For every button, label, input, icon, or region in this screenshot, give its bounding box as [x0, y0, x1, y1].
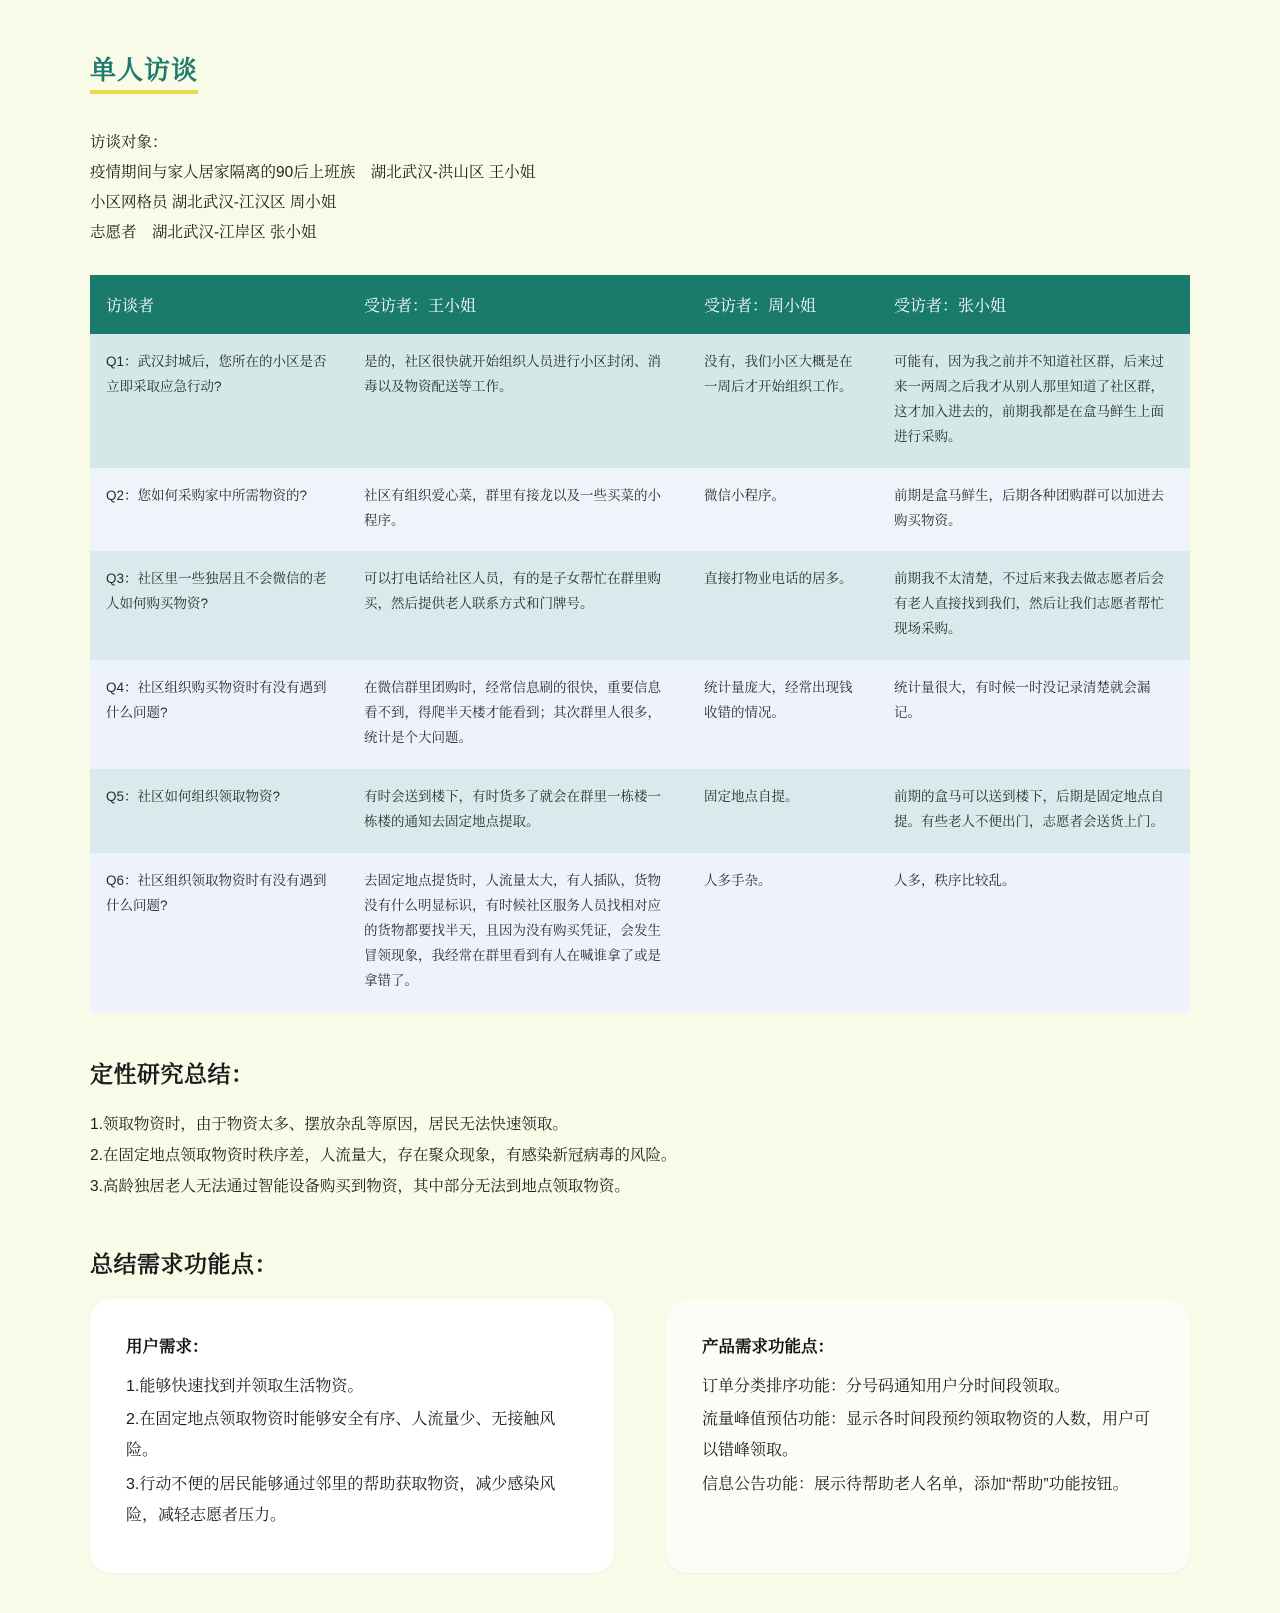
user-requirement-item-2: 2.在固定地点领取物资时能够安全有序、人流量少、无接触风险。	[126, 1411, 556, 1460]
table-row	[90, 551, 1190, 660]
product-requirement-item-1: 订单分类排序功能：分号码通知用户分时间段领取。	[702, 1378, 1071, 1396]
interview-table	[90, 275, 1190, 1012]
user-requirement-item-1: 1.能够快速找到并领取生活物资。	[126, 1378, 364, 1396]
table-row	[90, 468, 1190, 552]
interview-subject-1: 疫情期间与家人居家隔离的90后上班族 湖北武汉-洪山区 王小姐	[90, 164, 536, 182]
table-header-respondent-zhang: 受访者：张小姐	[878, 275, 1190, 334]
table-header-respondent-zhou: 受访者：周小姐	[688, 275, 878, 334]
interview-subject-2: 小区网格员 湖北武汉-江汉区 周小姐	[90, 194, 337, 212]
table-row	[90, 334, 1190, 468]
question-cell: Q1：武汉封城后，您所在的小区是否立即采取应急行动?	[90, 334, 348, 468]
page-title: 单人访谈	[90, 54, 198, 94]
answer-cell-wang: 社区有组织爱心菜，群里有接龙以及一些买菜的小程序。	[348, 468, 688, 552]
answer-cell-zhou: 统计量庞大，经常出现钱收错的情况。	[688, 660, 878, 769]
answer-cell-zhang: 人多，秩序比较乱。	[878, 853, 1190, 1012]
qualitative-summary-item-2: 2.在固定地点领取物资时秩序差，人流量大，存在聚众现象，有感染新冠病毒的风险。	[90, 1147, 677, 1165]
table-row	[90, 853, 1190, 1012]
product-requirement-item-2: 流量峰值预估功能：显示各时间段预约领取物资的人数，用户可以错峰领取。	[702, 1411, 1151, 1460]
title-section	[90, 54, 1190, 94]
user-requirements-title: 用户需求：	[126, 1338, 209, 1357]
answer-cell-zhou: 直接打物业电话的居多。	[688, 551, 878, 660]
answer-cell-zhou: 微信小程序。	[688, 468, 878, 552]
user-requirement-item-3: 3.行动不便的居民能够通过邻里的帮助获取物资，减少感染风险，减轻志愿者压力。	[126, 1475, 556, 1524]
answer-cell-zhang: 前期我不太清楚，不过后来我去做志愿者后会有老人直接找到我们，然后让我们志愿者帮忙现场采购。	[878, 551, 1190, 660]
table-header-row	[90, 275, 1190, 334]
answer-cell-wang: 是的，社区很快就开始组织人员进行小区封闭、消毒以及物资配送等工作。	[348, 334, 688, 468]
answer-cell-zhang: 统计量很大，有时候一时没记录清楚就会漏记。	[878, 660, 1190, 769]
answer-cell-wang: 可以打电话给社区人员，有的是子女帮忙在群里购买，然后提供老人联系方式和门牌号。	[348, 551, 688, 660]
qualitative-summary-heading: 定性研究总结：	[90, 1061, 255, 1088]
question-cell: Q2：您如何采购家中所需物资的?	[90, 468, 348, 552]
answer-cell-zhang: 前期是盒马鲜生，后期各种团购群可以加进去购买物资。	[878, 468, 1190, 552]
qualitative-summary-item-1: 1.领取物资时，由于物资太多、摆放杂乱等原因，居民无法快速领取。	[90, 1116, 568, 1134]
answer-cell-wang: 有时会送到楼下，有时货多了就会在群里一栋楼一栋楼的通知去固定地点提取。	[348, 769, 688, 853]
answer-cell-wang: 去固定地点提货时，人流量太大，有人插队，货物没有什么明显标识，有时候社区服务人员找相对应的货物都要找半天，且因为没有购买凭证，会发生冒领现象，我经常在群里看到有人在喊谁拿了或是拿错了。	[348, 853, 688, 1012]
interview-subjects-label: 访谈对象：	[90, 133, 168, 151]
qualitative-summary-list	[90, 1109, 1190, 1202]
product-requirements-title: 产品需求功能点：	[702, 1338, 834, 1357]
answer-cell-zhou: 人多手杂。	[688, 853, 878, 1012]
interview-subject-3: 志愿者 湖北武汉-江岸区 张小姐	[90, 224, 317, 242]
answer-cell-zhou: 固定地点自提。	[688, 769, 878, 853]
interview-subjects	[90, 128, 1190, 249]
table-row	[90, 660, 1190, 769]
user-requirements-card	[90, 1299, 614, 1573]
question-cell: Q3：社区里一些独居且不会微信的老人如何购买物资?	[90, 551, 348, 660]
question-cell: Q5：社区如何组织领取物资?	[90, 769, 348, 853]
answer-cell-zhang: 可能有，因为我之前并不知道社区群，后来过来一两周之后我才从别人那里知道了社区群，这才加入进去的，前期我都是在盒马鲜生上面进行采购。	[878, 334, 1190, 468]
question-cell: Q4：社区组织购买物资时有没有遇到什么问题?	[90, 660, 348, 769]
requirements-heading: 总结需求功能点：	[90, 1251, 278, 1278]
product-requirement-item-3: 信息公告功能：展示待帮助老人名单，添加“帮助”功能按钮。	[702, 1475, 1129, 1493]
answer-cell-zhang: 前期的盒马可以送到楼下，后期是固定地点自提。有些老人不便出门，志愿者会送货上门。	[878, 769, 1190, 853]
requirements-cards	[90, 1299, 1190, 1573]
qualitative-summary-item-3: 3.高龄独居老人无法通过智能设备购买到物资，其中部分无法到地点领取物资。	[90, 1178, 630, 1196]
product-requirements-card	[666, 1299, 1190, 1573]
answer-cell-wang: 在微信群里团购时，经常信息刷的很快，重要信息看不到，得爬半天楼才能看到；其次群里人很多，统计是个大问题。	[348, 660, 688, 769]
answer-cell-zhou: 没有，我们小区大概是在一周后才开始组织工作。	[688, 334, 878, 468]
table-header-respondent-wang: 受访者：王小姐	[348, 275, 688, 334]
table-header-interviewer: 访谈者	[90, 275, 348, 334]
table-row	[90, 769, 1190, 853]
question-cell: Q6：社区组织领取物资时有没有遇到什么问题?	[90, 853, 348, 1012]
